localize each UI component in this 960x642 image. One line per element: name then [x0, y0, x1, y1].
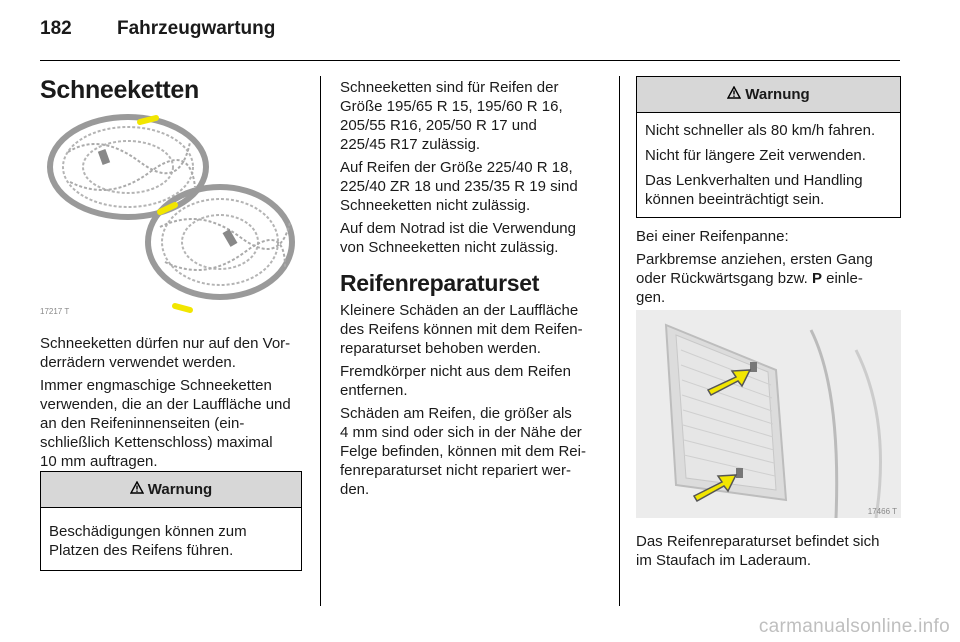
- paragraph: [340, 362, 610, 400]
- warning-header: [41, 472, 301, 508]
- warning-body: [637, 113, 900, 217]
- paragraph: [340, 301, 610, 358]
- warning-title: Warnung: [745, 86, 810, 103]
- watermark: carmanualsonline.info: [758, 616, 950, 637]
- paragraph: Bei einer Reifenpanne:: [636, 228, 789, 245]
- text-line: Platzen des Reifens führen.: [49, 542, 234, 559]
- warning-box: [636, 76, 901, 218]
- text-line: Kleinere Schäden an der Lauffläche: [340, 302, 579, 319]
- warning-title: Warnung: [147, 481, 213, 498]
- text-line: Schneeketten dürfen nur auf den Vor-: [40, 335, 291, 352]
- column-3-text: [636, 227, 906, 311]
- column-1: [40, 76, 305, 104]
- subsection-heading: Reifenreparaturset: [340, 270, 540, 296]
- text-line: fenreparaturset nicht repariert wer-: [340, 462, 571, 479]
- text-line: Auf Reifen der Größe 225/40 R 18,: [340, 159, 573, 176]
- text-line: Größe 195/65 R 15, 195/60 R 16,: [340, 98, 563, 115]
- text-line: können beeinträchtigt sein.: [645, 191, 825, 208]
- repair-kit-photo: [636, 310, 901, 518]
- text-line: Immer engmaschige Schneeketten: [40, 377, 272, 394]
- text-line: schließlich Kettenschloss) maximal: [40, 434, 273, 451]
- text-line: entfernen.: [340, 382, 408, 399]
- paragraph: [340, 158, 610, 215]
- storage-compartment-illustration: [636, 310, 901, 518]
- warning-line: Nicht für längere Zeit verwenden.: [645, 147, 866, 164]
- paragraph: [40, 334, 308, 372]
- warning-body: [41, 508, 301, 570]
- paragraph: [340, 78, 610, 154]
- section-title: Fahrzeugwartung: [117, 18, 276, 39]
- text-line: 205/55 R16, 205/50 R 17 und: [340, 117, 537, 134]
- text-line: reparaturset behoben werden.: [340, 340, 541, 357]
- warning-box: [40, 471, 302, 571]
- text-line: Das Lenkverhalten und Handling: [645, 172, 863, 189]
- text-line: des Reifens können mit dem Reifen-: [340, 321, 583, 338]
- text-line: Schneeketten sind für Reifen der: [340, 79, 559, 96]
- column-3-bottom-text: [636, 532, 906, 574]
- header-rule: [40, 60, 900, 61]
- text-line: im Staufach im Laderaum.: [636, 552, 812, 569]
- column-1-text: [40, 334, 308, 475]
- text-line: Auf dem Notrad ist die Verwendung: [340, 220, 576, 237]
- snow-chain-figure: [40, 112, 302, 318]
- gear-p-label: P: [811, 270, 822, 287]
- text-line: oder Rückwärtsgang bzw.: [636, 270, 808, 287]
- text-line: verwenden, die an der Lauffläche und: [40, 396, 291, 413]
- text-line: einle-: [826, 270, 863, 287]
- figure-code: 17466 T: [867, 507, 897, 516]
- warning-header: [637, 77, 900, 113]
- paragraph: [40, 376, 308, 471]
- section-heading: Schneeketten: [40, 76, 199, 104]
- snow-chain-illustration: [40, 112, 302, 318]
- warning-triangle-icon: [130, 481, 144, 498]
- figure-code: 17217 T: [40, 307, 70, 316]
- warning-line: Nicht schneller als 80 km/h fahren.: [645, 122, 876, 139]
- page-number: 182: [40, 18, 72, 39]
- text-line: Beschädigungen können zum: [49, 523, 247, 540]
- paragraph: [636, 532, 906, 570]
- text-line: 225/45 R17 zulässig.: [340, 136, 481, 153]
- text-line: Fremdkörper nicht aus dem Reifen: [340, 363, 571, 380]
- text-line: den.: [340, 481, 370, 498]
- text-line: Schneeketten nicht zulässig.: [340, 197, 531, 214]
- paragraph: [340, 404, 610, 499]
- text-line: Parkbremse anziehen, ersten Gang: [636, 251, 873, 268]
- warning-triangle-icon: [727, 86, 741, 103]
- paragraph: [636, 250, 906, 307]
- text-line: Das Reifenreparaturset befindet sich: [636, 533, 880, 550]
- warning-line: [645, 171, 892, 209]
- text-line: Schäden am Reifen, die größer als: [340, 405, 572, 422]
- text-line: gen.: [636, 289, 666, 306]
- text-line: 225/40 ZR 18 und 235/35 R 19 sind: [340, 178, 578, 195]
- text-line: 10 mm auftragen.: [40, 453, 158, 470]
- paragraph: [340, 219, 610, 257]
- text-line: 4 mm sind oder sich in der Nähe der: [340, 424, 582, 441]
- column-divider: [320, 76, 321, 606]
- column-2: [340, 78, 610, 503]
- text-line: von Schneeketten nicht zulässig.: [340, 239, 559, 256]
- text-line: an den Reifeninnenseiten (ein-: [40, 415, 245, 432]
- column-divider: [619, 76, 620, 606]
- text-line: Felge befinden, können mit dem Rei-: [340, 443, 586, 460]
- text-line: derrädern verwendet werden.: [40, 354, 236, 371]
